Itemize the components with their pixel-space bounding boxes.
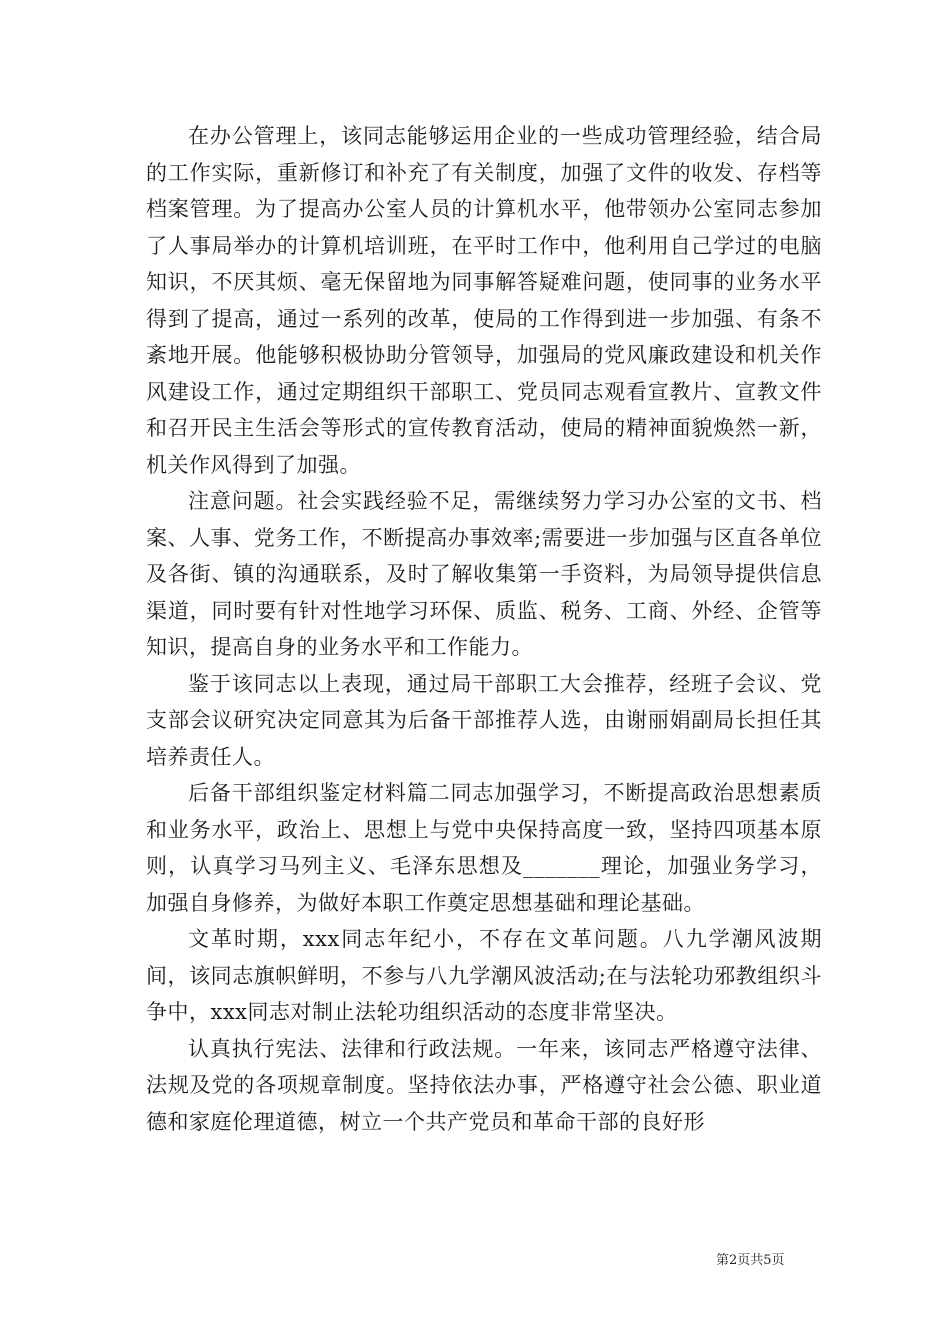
paragraph-part-two-study: 后备干部组织鉴定材料篇二同志加强学习，不断提高政治思想素质和业务水平，政治上、思想上与党中央保持高度一致，坚持四项基本原则，认真学习马列主义、毛泽东思想及_______理论，加强业务学习，加强自身修养，为做好本职工作奠定思想基础和理论基础。: [146, 781, 822, 915]
paragraph-issues: 注意问题。社会实践经验不足，需继续努力学习办公室的文书、档案、人事、党务工作，不断提高办事效率;需要进一步加强与区直各单位及各街、镇的沟通联系，及时了解收集第一手资料，为局领导提供信息渠道，同时要有针对性地学习环保、质监、税务、工商、外经、企管等知识，提高自身的业务水平和工作能力。: [146, 489, 822, 659]
paragraph-recommendation: 鉴于该同志以上表现，通过局干部职工大会推荐，经班子会议、党支部会议研究决定同意其为后备干部推荐人选，由谢丽娟副局长担任其培养责任人。: [146, 671, 822, 769]
paragraph-law-compliance: 认真执行宪法、法律和行政法规。一年来，该同志严格遵守法律、法规及党的各项规章制度。坚持依法办事，严格遵守社会公德、职业道德和家庭伦理道德，树立一个共产党员和革命干部的良好形: [146, 1036, 822, 1134]
document-body: [146, 118, 822, 1140]
paragraph-political-stance: 文革时期，xxx同志年纪小，不存在文革问题。八九学潮风波期间，该同志旗帜鲜明，不参与八九学潮风波活动;在与法轮功邪教组织斗争中，xxx同志对制止法轮功组织活动的态度非常坚决。: [146, 927, 822, 1024]
page-number: 第2页共5页: [716, 1253, 785, 1268]
paragraph-office-management: 在办公管理上，该同志能够运用企业的一些成功管理经验，结合局的工作实际，重新修订和补充了有关制度，加强了文件的收发、存档等档案管理。为了提高办公室人员的计算机水平，他带领办公室同志参加了人事局举办的计算机培训班，在平时工作中，他利用自己学过的电脑知识，不厌其烦、毫无保留地为同事解答疑难问题，使同事的业务水平得到了提高，通过一系列的改革，使局的工作得到进一步加强、有条不紊地开展。他能够积极协助分管领导，加强局的党风廉政建设和机关作风建设工作，通过定期组织干部职工、党员同志观看宣教片、宣教文件和召开民主生活会等形式的宣传教育活动，使局的精神面貌焕然一新，机关作风得到了加强。: [146, 124, 822, 477]
